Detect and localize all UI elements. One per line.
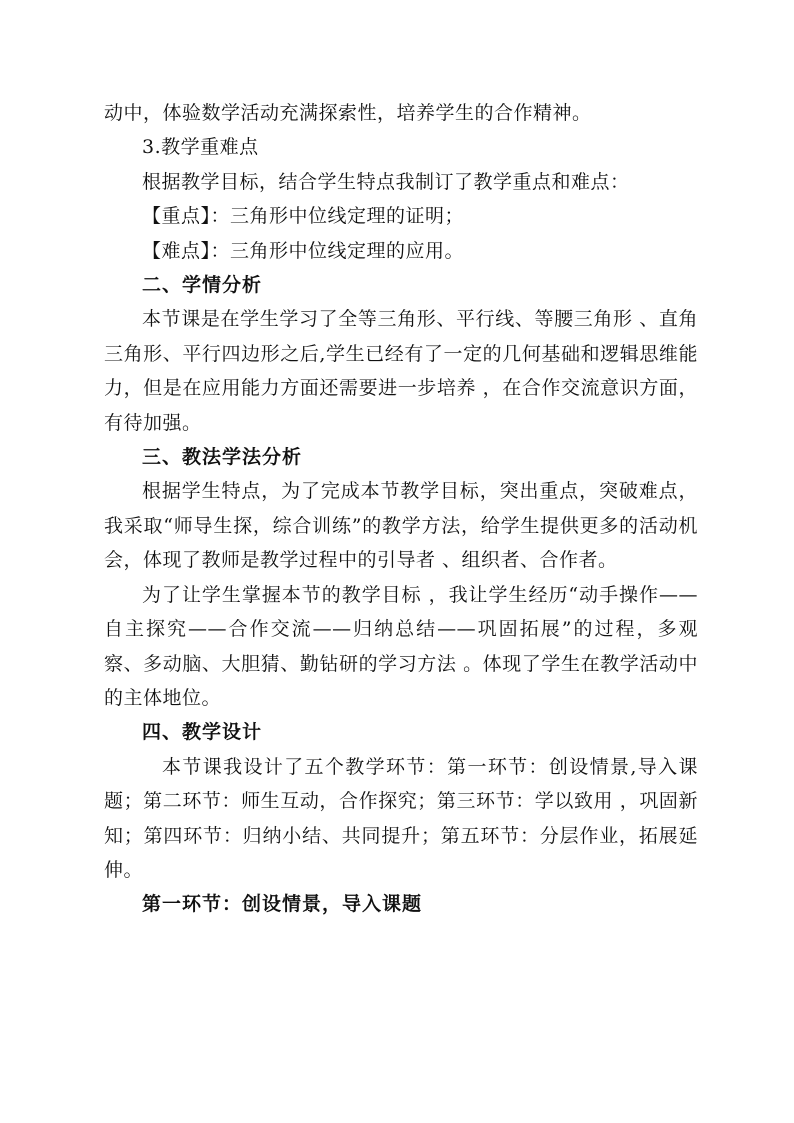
paragraph-learning-method: 为了让学生掌握本节的教学目标 ，我让学生经历“动手操作——自主探究——合作交流——归纳总结——巩固拓展”的过程，多观察、多动脑、大胆猜、勤钻研的学习方法 。体现了学生在教学活动中的主体地位。 (104, 583, 698, 709)
paragraph-key-points-intro: 根据教学目标，结合学生特点我制订了教学重点和难点： (142, 170, 630, 193)
paragraph-activity-conclusion: 动中，体验数学活动充满探索性，培养学生的合作精神。 (104, 102, 592, 124)
paragraph-teaching-design: 本节课我设计了五个教学环节：第一环节：创设情景,导入课题；第二环节：师生互动，合作探究；第三环节：学以致用 ，巩固新知；第四环节：归纳小结、共同提升；第五环节：分层作业，拓展延伸。 (104, 755, 698, 881)
paragraph-key-point: 【重点】：三角形中位线定理的证明； (142, 205, 465, 228)
paragraph-teaching-method: 根据学生特点，为了完成本节教学目标，突出重点，突破难点，我采取“师导生探，综合训练”的教学方法，给学生提供更多的活动机会，体现了教师是教学过程中的引导者 、组织者、合作者。 (104, 480, 698, 572)
heading-teaching-design: 四、教学设计 (142, 721, 263, 744)
heading-student-analysis: 二、学情分析 (142, 274, 263, 297)
heading-teaching-method-analysis: 三、教法学法分析 (142, 446, 303, 469)
paragraph-difficult-point: 【难点】：三角形中位线定理的应用。 (142, 239, 465, 262)
paragraph-student-analysis: 本节课是在学生学习了全等三角形、平行线、等腰三角形 、直角三角形、平行四边形之后,学生已经有了一定的几何基础和逻辑思维能力，但是在应用能力方面还需要进一步培养 ，在合作交流意识方面，有待加强。 (104, 308, 698, 434)
heading-first-stage: 第一环节：创设情景，导入课题 (142, 893, 423, 916)
document-page (104, 96, 698, 922)
subheading-key-difficult-points: 3.教学重难点 (142, 136, 259, 159)
